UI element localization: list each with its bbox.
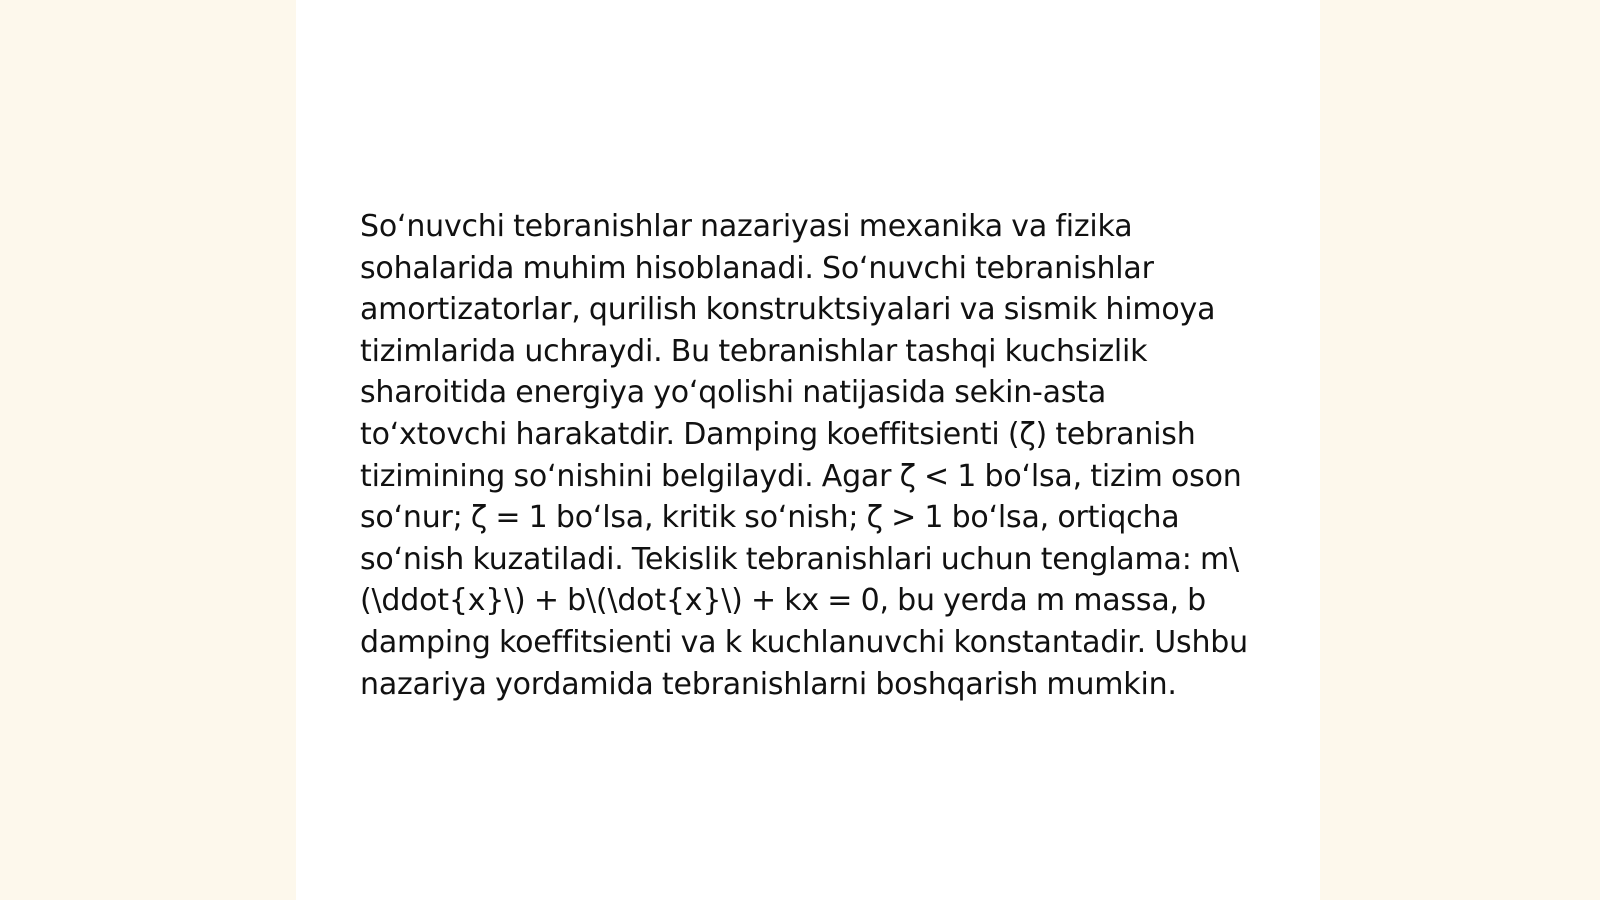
- document-page: [296, 0, 1320, 900]
- body-paragraph: So‘nuvchi tebranishlar nazariyasi mexanika va fizika sohalarida muhim hisoblanadi. So‘nuvchi tebranishlar amortizatorlar, qurilish konstruktsiyalari va sismik himoya tizimlarida uchraydi. Bu tebranishlar tashqi kuchsizlik sharoitida energiya yo‘qolishi natijasida sekin-asta to‘xtovchi harakatdir. Damping koeffitsienti (ζ) tebranish tizimining so‘nishini belgilaydi. Agar ζ < 1 bo‘lsa, tizim oson so‘nur; ζ = 1 bo‘lsa, kritik so‘nish; ζ > 1 bo‘lsa, ortiqcha so‘nish kuzatiladi. Tekislik tebranishlari uchun tenglama: m\(\ddot{x}\) + b\(\dot{x}\) + kx = 0, bu yerda m massa, b damping koeffitsienti va k kuchlanuvchi konstantadir. Ushbu nazariya yordamida tebranishlarni boshqarish mumkin.: [360, 209, 1248, 702]
